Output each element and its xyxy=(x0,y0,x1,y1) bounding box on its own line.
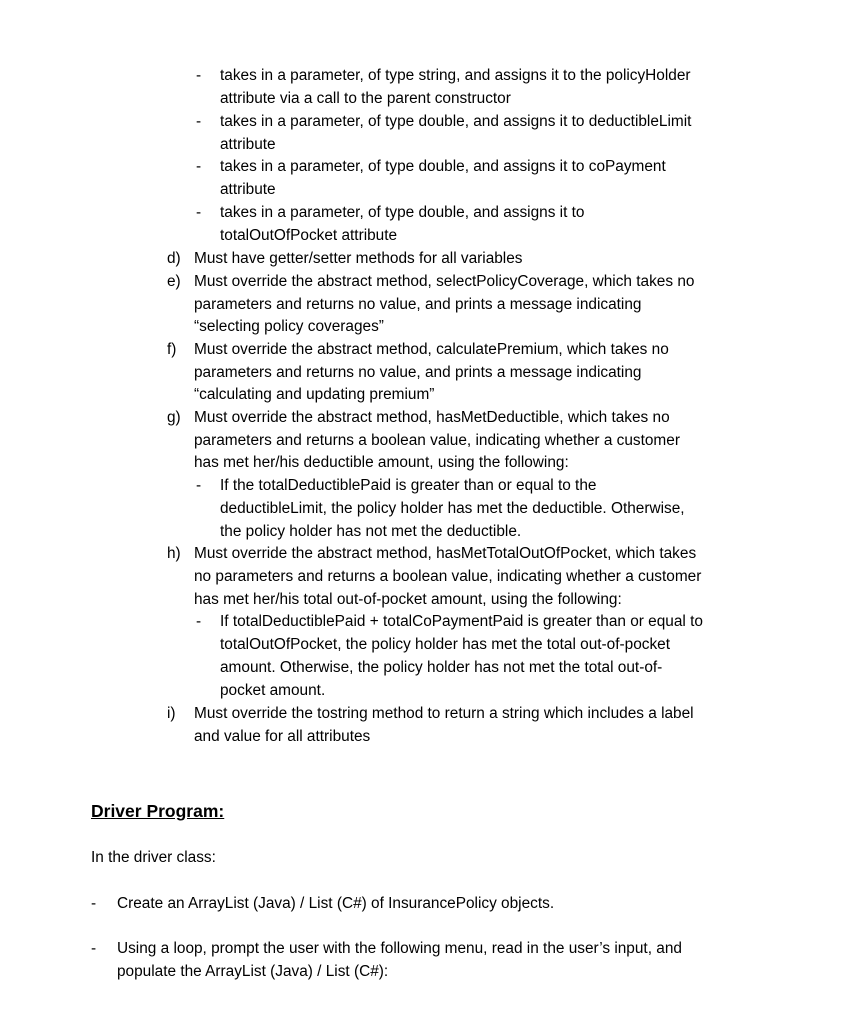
sub-bullet-dash: - xyxy=(196,613,202,630)
item-line: has met her/his deductible amount, using the following: xyxy=(194,454,569,471)
sub-bullet-line: If totalDeductiblePaid + totalCoPaymentPaid is greater than or equal to xyxy=(220,613,703,630)
intro-text: In the driver class: xyxy=(91,849,216,866)
item-line: no parameters and returns a boolean value, indicating whether a customer xyxy=(194,568,702,585)
bullet-line: takes in a parameter, of type double, and assigns it to xyxy=(220,204,585,221)
bullet-line: attribute xyxy=(220,136,276,153)
driver-bullet-line: populate the ArrayList (Java) / List (C#): xyxy=(117,963,389,980)
sub-bullet-line: amount. Otherwise, the policy holder has not met the total out-of- xyxy=(220,659,663,676)
item-line: Must override the tostring method to return a string which includes a label xyxy=(194,705,694,722)
bullet-line: takes in a parameter, of type string, and assigns it to the policyHolder xyxy=(220,67,691,84)
item-line: Must override the abstract method, hasMetTotalOutOfPocket, which takes xyxy=(194,545,697,562)
bullet-dash: - xyxy=(196,113,202,130)
bullet-line: totalOutOfPocket attribute xyxy=(220,227,398,244)
item-marker: h) xyxy=(167,545,181,562)
sub-bullet-line: pocket amount. xyxy=(220,682,326,699)
bullet-line: takes in a parameter, of type double, and assigns it to deductibleLimit xyxy=(220,113,692,130)
item-line: parameters and returns no value, and prints a message indicating xyxy=(194,296,642,313)
driver-bullet-line: Create an ArrayList (Java) / List (C#) of InsurancePolicy objects. xyxy=(117,895,555,912)
item-marker: g) xyxy=(167,409,181,426)
item-line: “selecting policy coverages” xyxy=(194,318,384,335)
item-line: Must override the abstract method, selectPolicyCoverage, which takes no xyxy=(194,273,695,290)
driver-bullet-dash: - xyxy=(91,895,97,912)
item-line: “calculating and updating premium” xyxy=(194,386,435,403)
sub-bullet-line: deductibleLimit, the policy holder has met the deductible. Otherwise, xyxy=(220,500,685,517)
driver-bullet-line: Using a loop, prompt the user with the following menu, read in the user’s input, and xyxy=(117,940,682,957)
bullet-line: takes in a parameter, of type double, and assigns it to coPayment xyxy=(220,158,666,175)
item-marker: f) xyxy=(167,341,177,358)
item-line: Must have getter/setter methods for all variables xyxy=(194,250,523,267)
item-line: Must override the abstract method, hasMetDeductible, which takes no xyxy=(194,409,670,426)
driver-bullet-dash: - xyxy=(91,940,97,957)
item-line: parameters and returns a boolean value, indicating whether a customer xyxy=(194,432,680,449)
item-line: parameters and returns no value, and prints a message indicating xyxy=(194,364,642,381)
item-line: and value for all attributes xyxy=(194,728,371,745)
bullet-dash: - xyxy=(196,67,202,84)
sub-bullet-dash: - xyxy=(196,477,202,494)
sub-bullet-line: If the totalDeductiblePaid is greater than or equal to the xyxy=(220,477,597,494)
bullet-line: attribute via a call to the parent constructor xyxy=(220,90,511,107)
bullet-dash: - xyxy=(196,204,202,221)
item-marker: i) xyxy=(167,705,176,722)
sub-bullet-line: totalOutOfPocket, the policy holder has met the total out-of-pocket xyxy=(220,636,670,653)
item-marker: d) xyxy=(167,250,181,267)
bullet-dash: - xyxy=(196,158,202,175)
item-line: Must override the abstract method, calculatePremium, which takes no xyxy=(194,341,669,358)
item-marker: e) xyxy=(167,273,181,290)
bullet-line: attribute xyxy=(220,181,276,198)
item-line: has met her/his total out-of-pocket amount, using the following: xyxy=(194,591,622,608)
sub-bullet-line: the policy holder has not met the deductible. xyxy=(220,523,522,540)
section-heading: Driver Program: xyxy=(91,801,225,821)
